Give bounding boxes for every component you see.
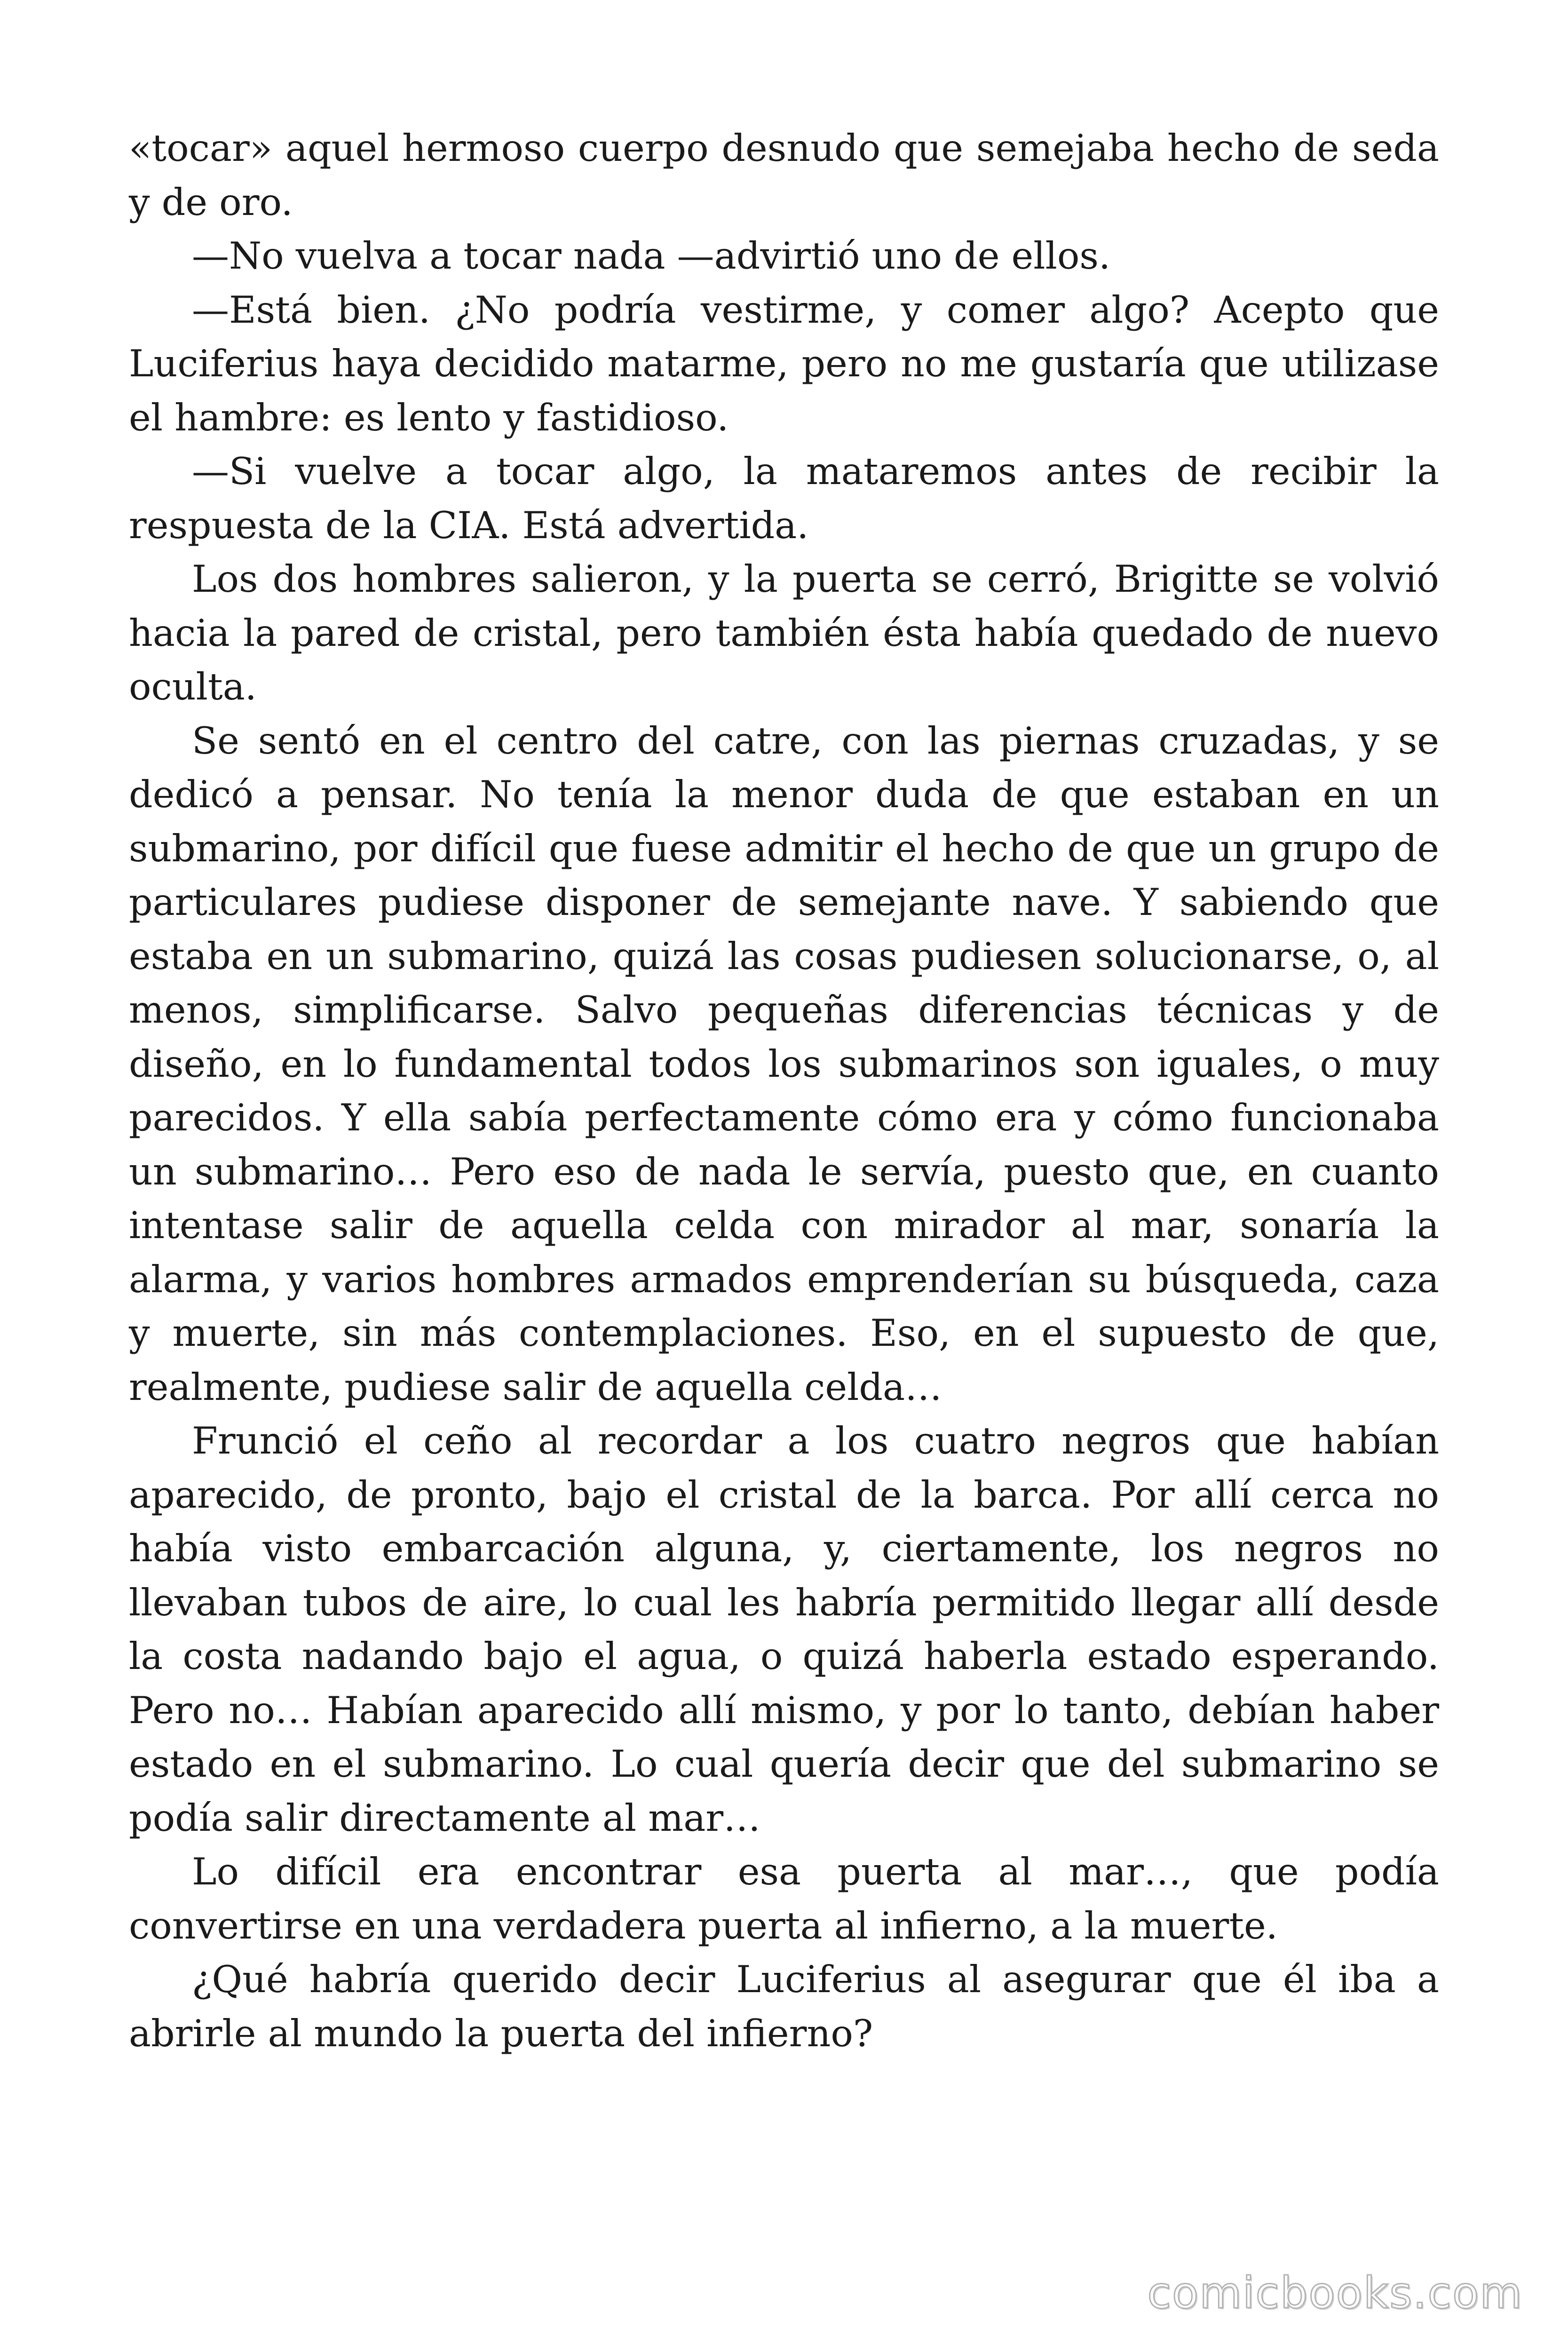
paragraph-dialogue-threat: —Si vuelve a tocar algo, la mataremos antes de recibir la respuesta de la CIA. Está advertida. bbox=[129, 450, 1439, 547]
paragraph-men-leave: Los dos hombres salieron, y la puerta se cerró, Brigitte se volvió hacia la pared de cristal, pero también ésta había quedado de nuevo oculta. bbox=[129, 557, 1439, 708]
watermark-logo: comicbooks.com bbox=[1147, 2268, 1523, 2318]
body-text bbox=[129, 121, 1439, 2060]
paragraph-dialogue-warning: —No vuelva a tocar nada —advirtió uno de ellos. bbox=[192, 234, 1111, 278]
paragraph-continuation: «tocar» aquel hermoso cuerpo desnudo que semejaba hecho de seda y de oro. bbox=[129, 127, 1439, 224]
paragraph-four-men: Frunció el ceño al recordar a los cuatro negros que habían aparecido, de pronto, bajo el cristal de la barca. Por allí cerca no había visto embarcación alguna, y, ciertamente, los negros no llevaban tubos de aire, lo cual les habría permitido llegar allí desde la costa nadando bajo el agua, o quizá haberla estado esperando. Pero no… Habían aparecido allí mismo, y por lo tanto, debían haber estado en el submarino. Lo cual quería decir que del submarino se podía salir directamente al mar… bbox=[129, 1419, 1439, 1840]
paragraph-luciferius-question: ¿Qué habría querido decir Luciferius al asegurar que él iba a abrirle al mundo la puerta del infierno? bbox=[129, 1958, 1439, 2055]
paragraph-door-to-sea: Lo difícil era encontrar esa puerta al mar…, que podía convertirse en una verdadera puerta al infierno, a la muerte. bbox=[129, 1850, 1439, 1947]
paragraph-submarine-thoughts: Se sentó en el centro del catre, con las piernas cruzadas, y se dedicó a pensar. No tenía la menor duda de que estaban en un submarino, por difícil que fuese admitir el hecho de que un grupo de particulares pudiese disponer de semejante nave. Y sabiendo que estaba en un submarino, quizá las cosas pudiesen solucionarse, o, al menos, simplificarse. Salvo pequeñas diferencias técnicas y de diseño, en lo fundamental todos los submarinos son iguales, o muy parecidos. Y ella sabía perfectamente cómo era y cómo funcionaba un submarino… Pero eso de nada le servía, puesto que, en cuanto intentase salir de aquella celda con mirador al mar, sonaría la alarma, y varios hombres armados emprenderían su búsqueda, caza y muerte, sin más contemplaciones. Eso, en el supuesto de que, realmente, pudiese salir de aquella celda… bbox=[129, 719, 1439, 1409]
paragraph-dialogue-request: —Está bien. ¿No podría vestirme, y comer algo? Acepto que Luciferius haya decidido matarme, pero no me gustaría que utilizase el hambre: es lento y fastidioso. bbox=[129, 288, 1439, 439]
